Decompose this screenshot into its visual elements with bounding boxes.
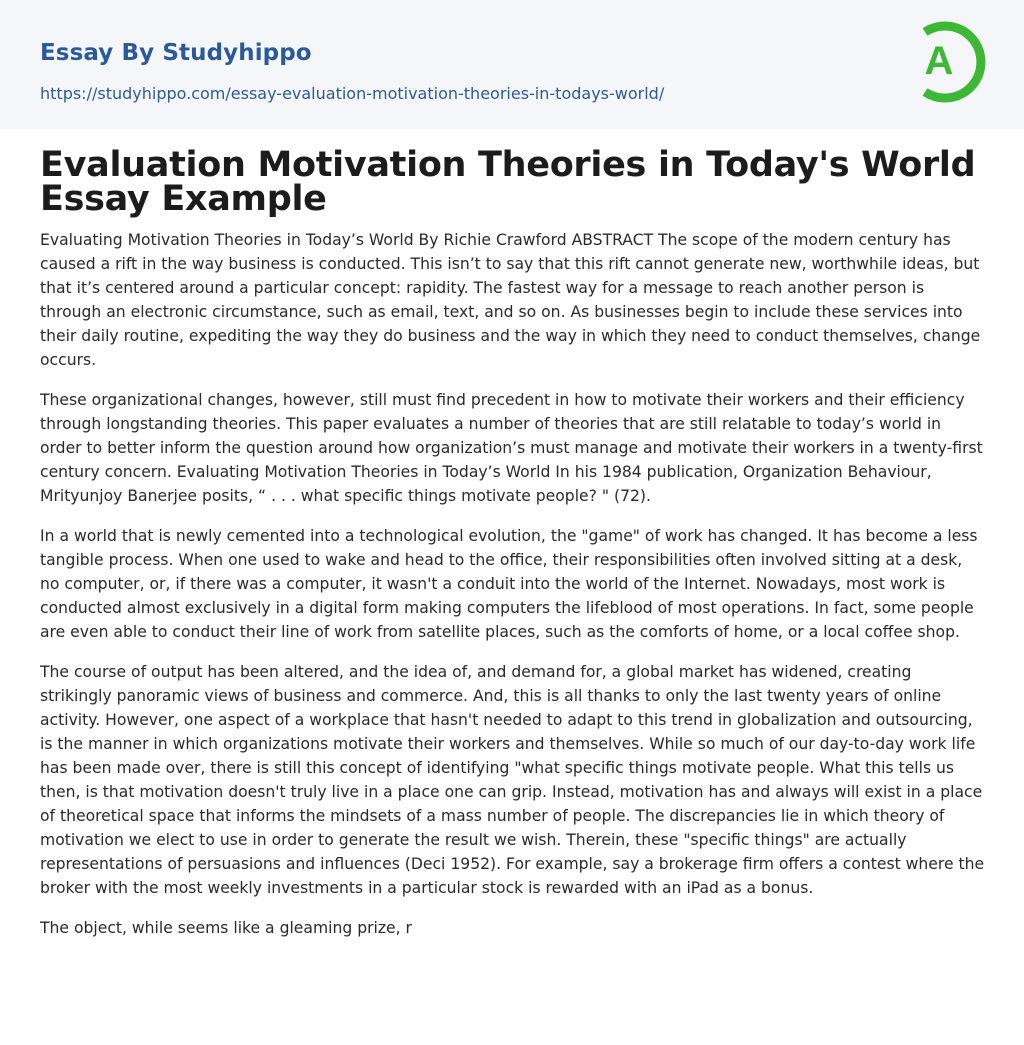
- site-brand[interactable]: Essay By Studyhippo: [40, 40, 312, 66]
- article-paragraph-3: In a world that is newly cemented into a technological evolution, the "game" of work has changed. It has become a less tangible process. When one used to wake and head to the office, their responsibilities often involved sitting at a desk, no computer, or, if there was a computer, it wasn't a conduit into the world of the Internet. Nowadays, most work is conducted almost exclusively in a digital form making computers the lifeblood of most operations. In fact, some people are even able to conduct their line of work from satellite places, such as the comforts of home, or a local coffee shop.: [40, 527, 978, 641]
- article-content: [40, 145, 986, 940]
- site-header: [0, 0, 1024, 129]
- article-title: Evaluation Motivation Theories in Today's World Essay Example: [40, 145, 976, 219]
- article-paragraph-4: The course of output has been altered, and the idea of, and demand for, a global market has widened, creating strikingly panoramic views of business and commerce. And, this is all thanks to only the last twenty years of online activity. However, one aspect of a workplace that hasn't needed to adapt to this trend in globalization and outsourcing, is the manner in which organizations motivate their workers and themselves. While so much of our day-to-day work life has been made over, there is still this concept of identifying "what specific things motivate people. What this tells us then, is that motivation doesn't truly live in a place one can grip. Instead, motivation has and always will exist in a place of theoretical space that informs the mindsets of a mass number of people. The discrepancies lie in which theory of motivation we elect to use in order to generate the result we wish. Therein, these "specific things" are actually representations of persuasions and influences (Deci 1952). For example, say a brokerage firm offers a contest where the broker with the most weekly investments in a particular stock is rewarded with an iPad as a bonus.: [40, 663, 985, 897]
- studyhippo-logo-icon[interactable]: [910, 18, 990, 106]
- article-paragraph-5: The object, while seems like a gleaming prize, r: [40, 919, 412, 937]
- article-paragraph-1: Evaluating Motivation Theories in Today’s World By Richie Crawford ABSTRACT The scope of the modern century has caused a rift in the way business is conducted. This isn’t to say that this rift cannot generate new, worthwhile ideas, but that it’s centered around a particular concept: rapidity. The fastest way for a message to reach another person is through an electronic circumstance, such as email, text, and so on. As businesses begin to include these services into their daily routine, expediting the way they do business and the way in which they need to conduct themselves, change occurs.: [40, 231, 981, 369]
- article-paragraph-2: These organizational changes, however, still must find precedent in how to motivate their workers and their efficiency through longstanding theories. This paper evaluates a number of theories that are still relatable to today’s world in order to better inform the question around how organization’s must manage and motivate their workers in a twenty-first century concern. Evaluating Motivation Theories in Today’s World In his 1984 publication, Organization Behaviour, Mrityunjoy Banerjee posits, “ . . . what specific things motivate people? " (72).: [40, 391, 983, 505]
- article-url-link[interactable]: https://studyhippo.com/essay-evaluation-motivation-theories-in-todays-world/: [40, 84, 665, 103]
- logo-letter: A: [924, 39, 954, 83]
